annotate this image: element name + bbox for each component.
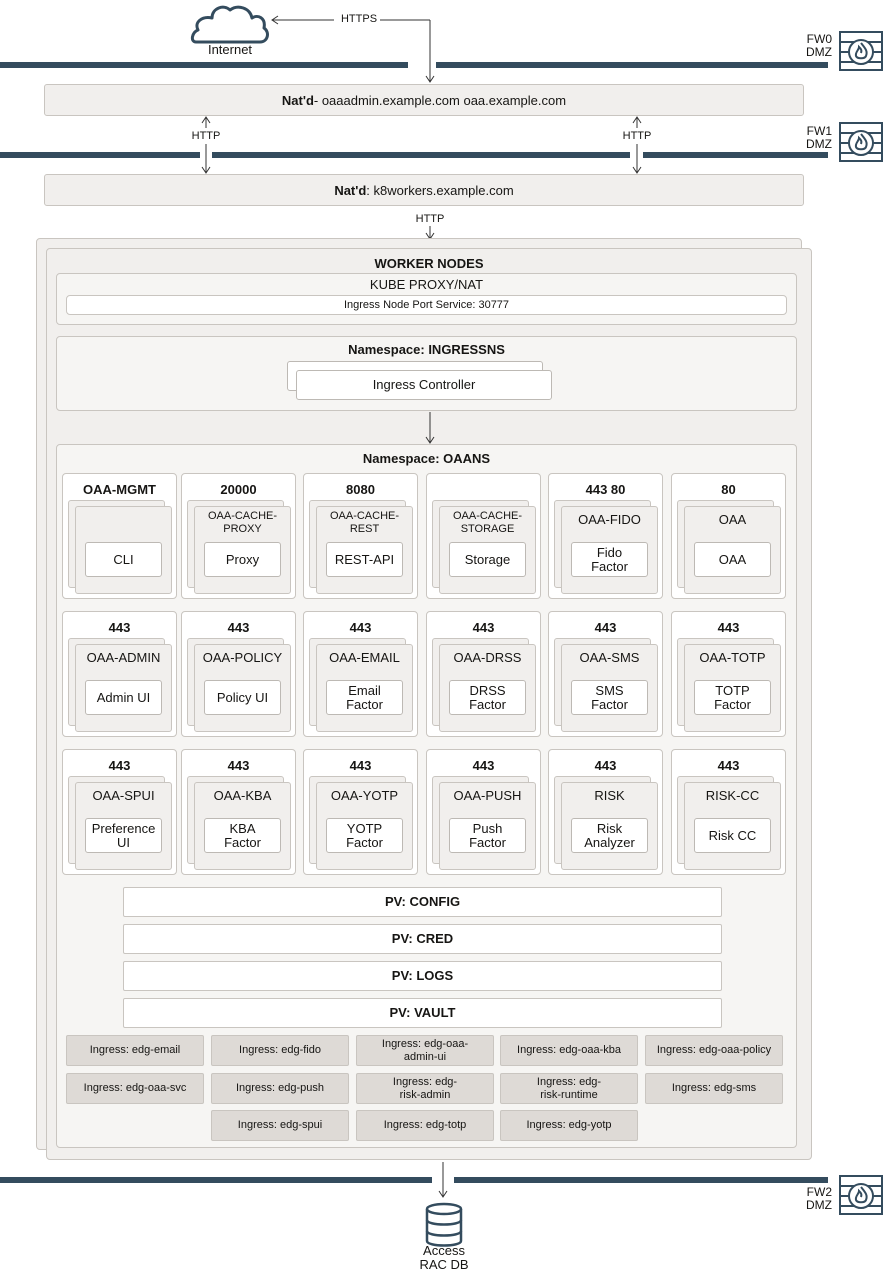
database-label: Access RAC DB — [419, 1243, 469, 1272]
service-component: DRSS Factor — [449, 680, 526, 715]
service-component: CLI — [85, 542, 162, 577]
pv-logs: PV: LOGS — [123, 961, 722, 991]
service-component: Policy UI — [204, 680, 281, 715]
service-card — [181, 749, 296, 875]
firewall-line-fw1-right — [643, 152, 828, 158]
service-port: OAA-MGMT — [83, 482, 156, 497]
service-card — [671, 611, 786, 737]
service-name: OAA-DRSS — [453, 650, 522, 665]
service-component: SMS Factor — [571, 680, 648, 715]
service-card — [548, 749, 663, 875]
database-icon — [424, 1202, 464, 1248]
service-card — [303, 749, 418, 875]
service-component: Admin UI — [85, 680, 162, 715]
service-port: 443 — [108, 620, 131, 635]
service-component: YOTP Factor — [326, 818, 403, 853]
service-card — [426, 473, 541, 599]
ingress-edg-email: Ingress: edg-email — [66, 1035, 204, 1066]
service-component: OAA — [694, 542, 771, 577]
oaans-title: Namespace: OAANS — [362, 451, 491, 466]
ingress-edg-yotp: Ingress: edg-yotp — [500, 1110, 638, 1141]
service-component: Preference UI — [85, 818, 162, 853]
internet-label: Internet — [207, 42, 253, 57]
service-port: 443 — [594, 620, 617, 635]
service-card — [548, 473, 663, 599]
http-label-right: HTTP — [622, 130, 652, 142]
http-connectors — [196, 114, 646, 176]
service-port: 443 — [717, 620, 740, 635]
service-port: 20000 — [220, 482, 257, 497]
service-port: 443 — [349, 620, 372, 635]
service-component: TOTP Factor — [694, 680, 771, 715]
service-port: 80 — [721, 482, 736, 497]
firewall-line-fw1 — [0, 152, 200, 158]
ingress-edg-totp: Ingress: edg-totp — [356, 1110, 494, 1141]
ingress-edg-risk-admin: Ingress: edg- risk-admin — [356, 1073, 494, 1104]
firewall-line-fw0-right — [436, 62, 828, 68]
nat-bar-workers: Nat'd: k8workers.example.com — [44, 174, 804, 206]
ingress-edg-risk-runtime: Ingress: edg- risk-runtime — [500, 1073, 638, 1104]
service-card — [426, 749, 541, 875]
firewall-icon — [838, 30, 884, 72]
ingress-edg-sms: Ingress: edg-sms — [645, 1073, 783, 1104]
ingress-edg-oaa-kba: Ingress: edg-oaa-kba — [500, 1035, 638, 1066]
nat-bar-public: Nat'd- oaaadmin.example.com oaa.example.com — [44, 84, 804, 116]
service-card — [62, 749, 177, 875]
service-name: OAA-FIDO — [578, 512, 641, 527]
service-port: 443 — [227, 620, 250, 635]
http-label-workers: HTTP — [415, 213, 445, 225]
service-card — [548, 611, 663, 737]
service-component: Risk Analyzer — [571, 818, 648, 853]
firewall-line-fw2 — [0, 1177, 432, 1183]
service-name: RISK — [594, 788, 625, 803]
ingressns-title: Namespace: INGRESSNS — [348, 342, 505, 357]
service-card — [181, 611, 296, 737]
http-label-left: HTTP — [191, 130, 221, 142]
service-card — [303, 473, 418, 599]
service-component: Fido Factor — [571, 542, 648, 577]
service-port: 443 — [472, 620, 495, 635]
service-name: OAA-TOTP — [699, 650, 766, 665]
service-name: RISK-CC — [705, 788, 760, 803]
ingress-edg-fido: Ingress: edg-fido — [211, 1035, 349, 1066]
ingress-edg-push: Ingress: edg-push — [211, 1073, 349, 1104]
kube-proxy-title: KUBE PROXY/NAT — [369, 277, 484, 292]
service-port: 443 — [717, 758, 740, 773]
service-name: OAA-SMS — [579, 650, 640, 665]
service-name: OAA-PUSH — [453, 788, 522, 803]
service-card — [671, 473, 786, 599]
node-port-label: Ingress Node Port Service: 30777 — [343, 299, 510, 311]
service-component: Email Factor — [326, 680, 403, 715]
service-port: 8080 — [346, 482, 375, 497]
service-name: OAA-CACHE- STORAGE — [452, 510, 523, 535]
ingress-edg-oaa-admin-ui: Ingress: edg-oaa- admin-ui — [356, 1035, 494, 1066]
pv-cred: PV: CRED — [123, 924, 722, 954]
service-port: 443 — [227, 758, 250, 773]
service-name: OAA-ADMIN — [86, 650, 161, 665]
service-name: OAA-CACHE- REST — [329, 510, 400, 535]
worker-nodes-title: WORKER NODES — [374, 256, 484, 271]
ingress-controller-label: Ingress Controller — [372, 377, 476, 392]
ingress-edg-oaa-policy: Ingress: edg-oaa-policy — [645, 1035, 783, 1066]
service-component: Risk CC — [694, 818, 771, 853]
service-component: REST-API — [326, 542, 403, 577]
service-card — [62, 611, 177, 737]
firewall-line-fw1-mid — [212, 152, 630, 158]
service-name: OAA-EMAIL — [329, 650, 400, 665]
service-component: KBA Factor — [204, 818, 281, 853]
namespace-arrow — [424, 412, 436, 444]
firewall-icon — [838, 121, 884, 163]
service-port: 443 — [472, 758, 495, 773]
firewall-line-fw2-right — [454, 1177, 828, 1183]
fw1-label: FW1 DMZ — [806, 124, 832, 151]
service-port: 443 80 — [585, 482, 626, 497]
service-name: OAA-KBA — [213, 788, 272, 803]
service-component: Storage — [449, 542, 526, 577]
service-name: OAA-POLICY — [202, 650, 283, 665]
service-name: OAA-YOTP — [330, 788, 399, 803]
service-name: OAA-SPUI — [92, 788, 155, 803]
fw0-label: FW0 DMZ — [806, 32, 832, 59]
ingress-edg-oaa-svc: Ingress: edg-oaa-svc — [66, 1073, 204, 1104]
pv-vault: PV: VAULT — [123, 998, 722, 1028]
https-label: HTTPS — [340, 13, 378, 25]
ingress-edg-spui: Ingress: edg-spui — [211, 1110, 349, 1141]
service-name: OAA — [718, 512, 747, 527]
pv-config: PV: CONFIG — [123, 887, 722, 917]
service-card — [181, 473, 296, 599]
service-port: 443 — [594, 758, 617, 773]
fw2-label: FW2 DMZ — [806, 1185, 832, 1212]
service-card — [62, 473, 177, 599]
service-name: OAA-CACHE- PROXY — [207, 510, 278, 535]
service-port: 443 — [349, 758, 372, 773]
db-arrow — [437, 1162, 449, 1200]
firewall-line-fw0 — [0, 62, 408, 68]
service-port: 443 — [108, 758, 131, 773]
service-component: Push Factor — [449, 818, 526, 853]
service-component: Proxy — [204, 542, 281, 577]
service-card — [426, 611, 541, 737]
service-card — [671, 749, 786, 875]
service-card — [303, 611, 418, 737]
firewall-icon — [838, 1174, 884, 1216]
